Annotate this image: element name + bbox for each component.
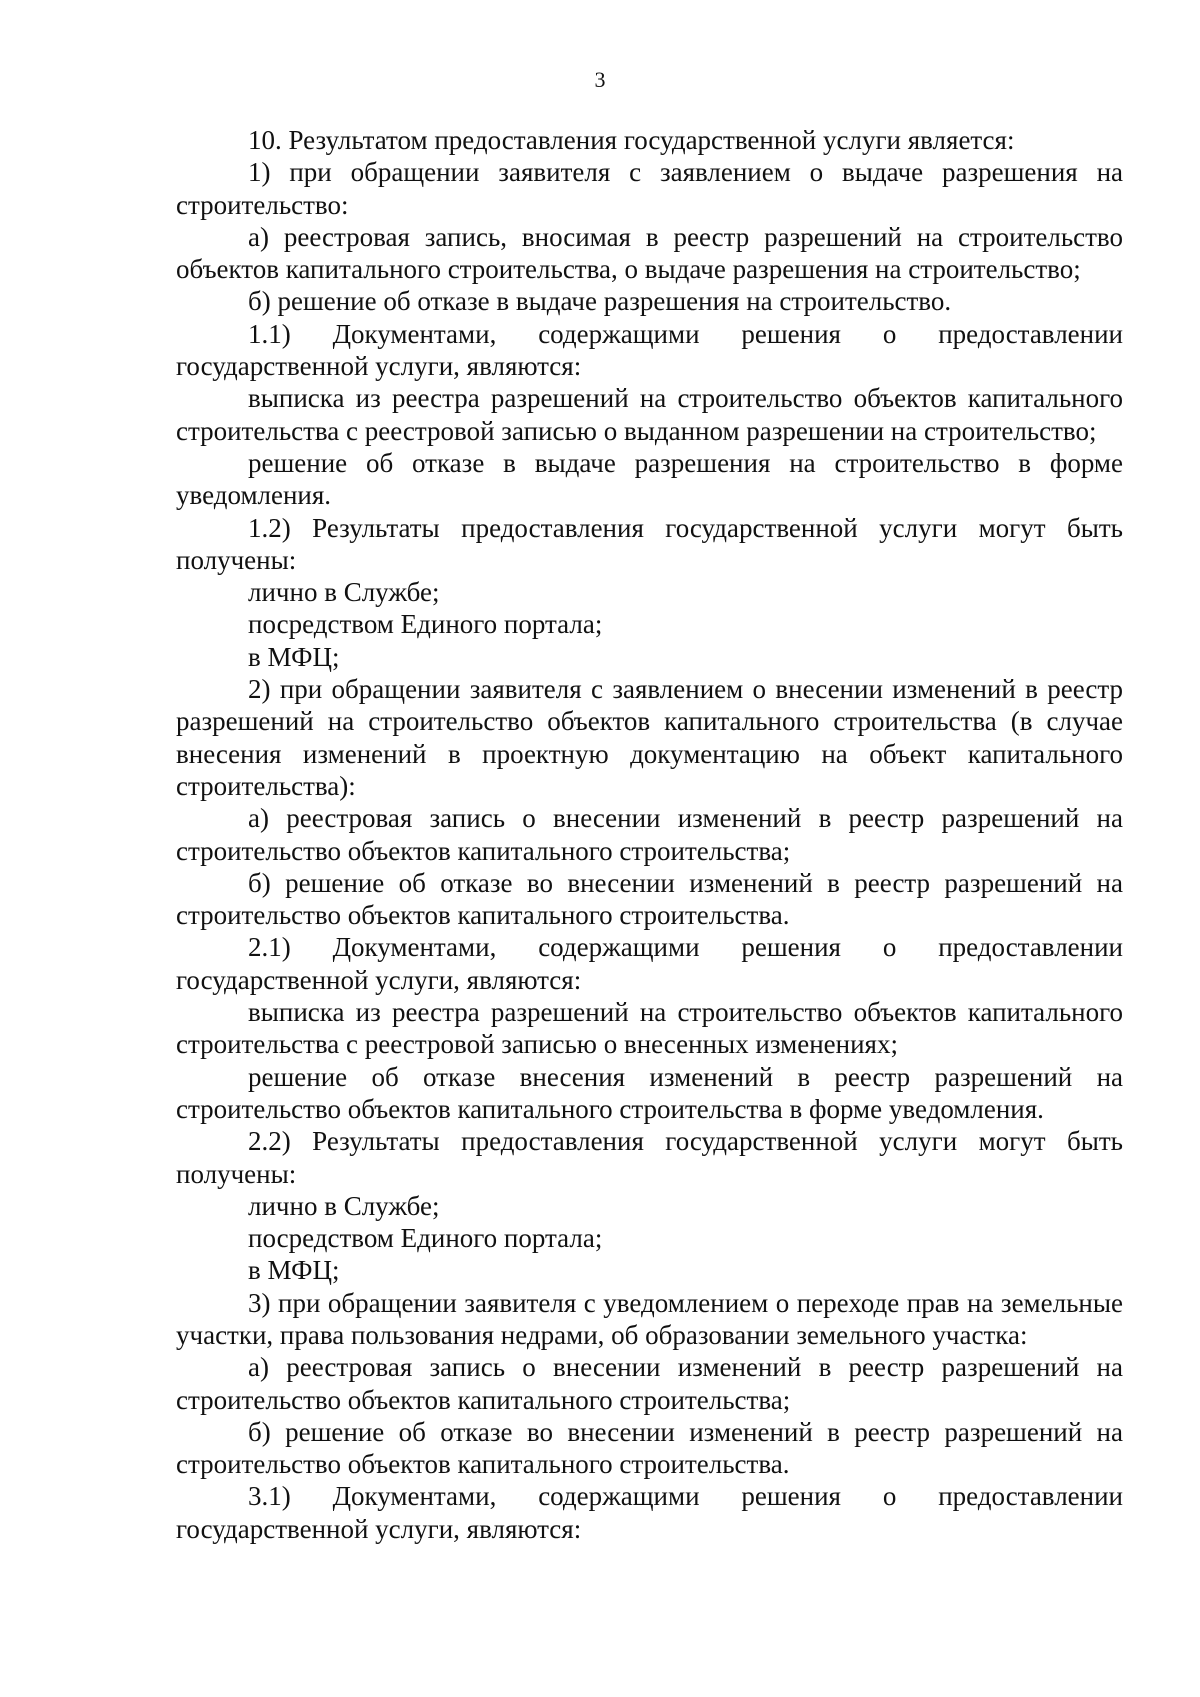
paragraph: посредством Единого портала; — [248, 1223, 603, 1254]
paragraph: б) решение об отказе во внесении изменений в реестр разрешений на строительство объектов капитального строительства. — [176, 1416, 1123, 1480]
paragraph: выписка из реестра разрешений на строительство объектов капитального строительства с реестровой записью о внесенных изменениях; — [176, 997, 1123, 1060]
paragraph: б) решение об отказе в выдаче разрешения на строительство. — [248, 286, 952, 317]
paragraph: 2.2) Результаты предоставления государственной услуги могут быть получены: — [176, 1126, 1123, 1189]
paragraph: б) решение об отказе во внесении изменений в реестр разрешений на строительство объектов капитального строительства. — [176, 867, 1123, 931]
paragraph: решение об отказе в выдаче разрешения на строительство в форме уведомления. — [176, 447, 1123, 511]
paragraph: а) реестровая запись о внесении изменений в реестр разрешений на строительство объектов капитального строительства; — [176, 1352, 1123, 1415]
paragraph: 2) при обращении заявителя с заявлением о внесении изменений в реестр разрешений на строительство объектов капитального строительства (в случае внесения изменений в проектную документацию на объект капитального строительства): — [176, 674, 1123, 801]
paragraph: лично в Службе; — [248, 1190, 440, 1221]
paragraph: а) реестровая запись, вносимая в реестр разрешений на строительство объектов капитального строительства, о выдаче разрешения на строительство; — [176, 221, 1123, 285]
paragraph: решение об отказе внесения изменений в реестр разрешений на строительство объектов капитального строительства в форме уведомления. — [176, 1061, 1123, 1124]
paragraph: 3) при обращении заявителя с уведомлением о переходе прав на земельные участки, права пользования недрами, об образовании земельного участка: — [176, 1287, 1123, 1350]
page-number: 3 — [594, 67, 606, 92]
paragraph: посредством Единого портала; — [248, 609, 603, 640]
paragraph: 3.1) Документами, содержащими решения о предоставлении государственной услуги, являются: — [176, 1481, 1123, 1544]
paragraph: в МФЦ; — [248, 1255, 340, 1286]
document-body — [176, 124, 1123, 1545]
paragraph: в МФЦ; — [248, 641, 340, 672]
paragraph: выписка из реестра разрешений на строительство объектов капитального строительства с реестровой записью о выданном разрешении на строительство; — [176, 383, 1123, 446]
paragraph: 10. Результатом предоставления государственной услуги является: — [248, 125, 1015, 155]
paragraph: 2.1) Документами, содержащими решения о предоставлении государственной услуги, являются: — [176, 932, 1123, 995]
paragraph: 1) при обращении заявителя с заявлением о выдаче разрешения на строительство: — [176, 157, 1123, 220]
paragraph: а) реестровая запись о внесении изменений в реестр разрешений на строительство объектов капитального строительства; — [176, 803, 1123, 866]
paragraph: 1.1) Документами, содержащими решения о предоставлении государственной услуги, являются: — [176, 318, 1123, 382]
paragraph: лично в Службе; — [248, 577, 440, 608]
paragraph: 1.2) Результаты предоставления государственной услуги могут быть получены: — [176, 512, 1123, 575]
